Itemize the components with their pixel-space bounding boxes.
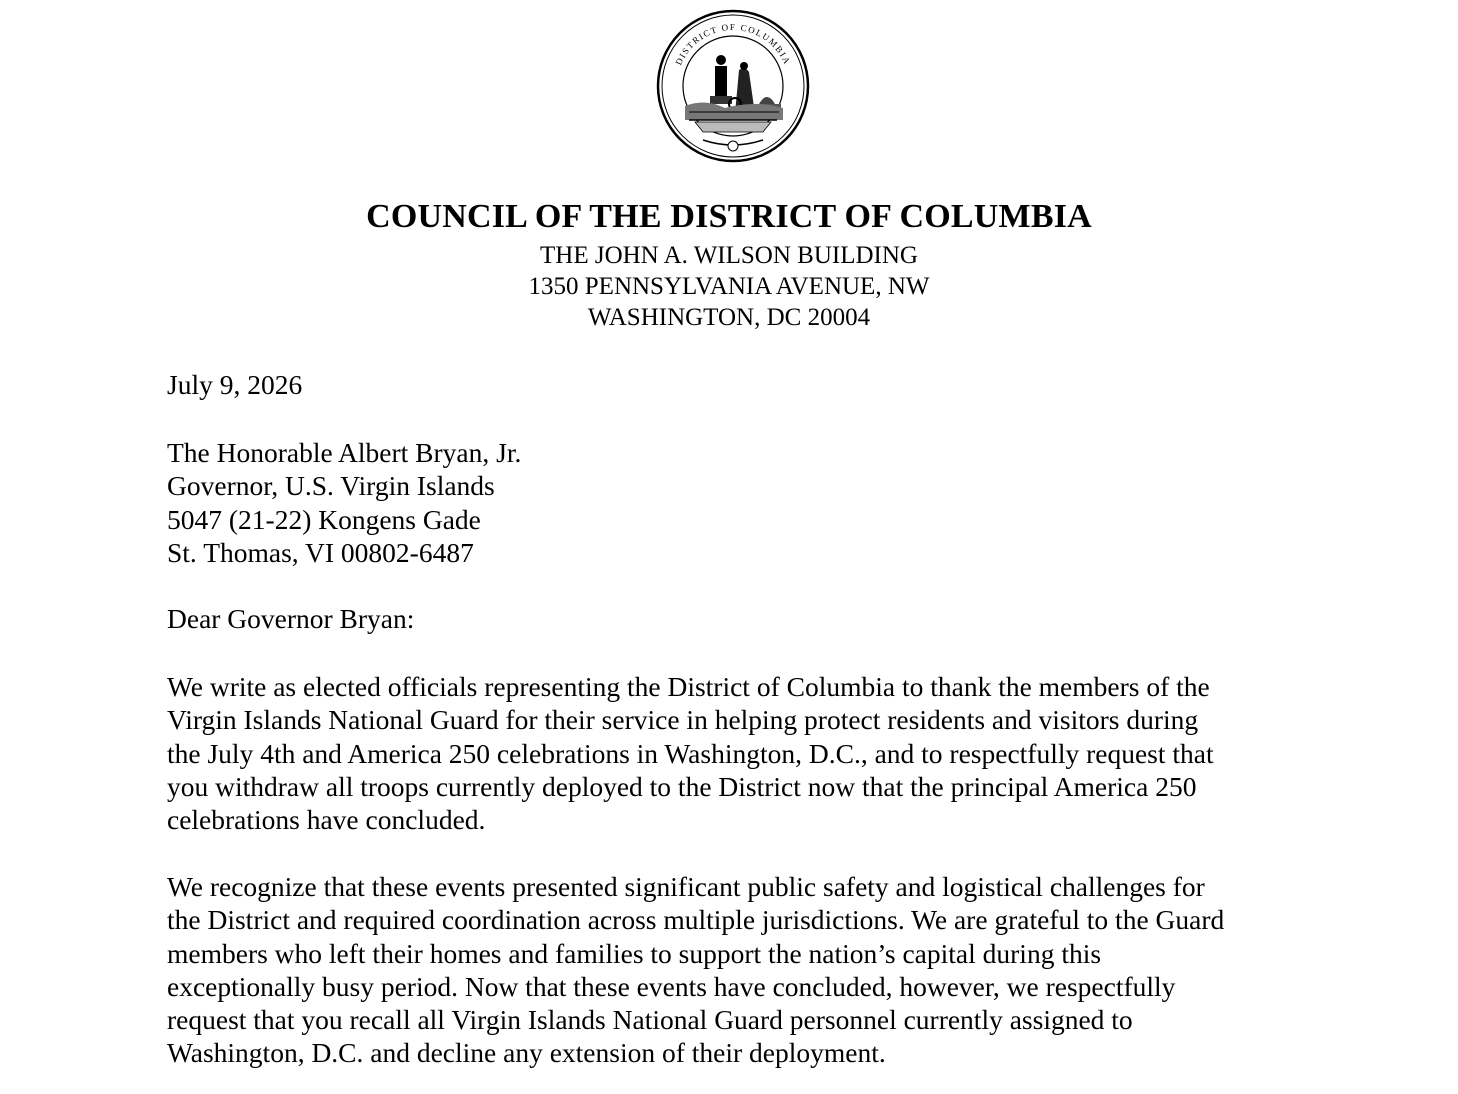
- svg-text:DISTRICT OF COLUMBIA: DISTRICT OF COLUMBIA: [673, 21, 793, 67]
- paragraph-line: We write as elected officials representing the District of Columbia to thank the members of the: [167, 671, 1210, 702]
- street-address: 1350 PENNSYLVANIA AVENUE, NW: [528, 273, 930, 300]
- recipient-street: 5047 (21-22) Kongens Gade: [167, 503, 481, 535]
- paragraph-line: members who left their homes and families to support the nation’s capital during this: [167, 937, 1102, 969]
- paragraph-line: celebrations have concluded.: [167, 804, 486, 836]
- district-seal-icon: [655, 8, 811, 164]
- body-paragraph-2: [167, 870, 1307, 1070]
- paragraph-line: Washington, D.C. and decline any extension of their deployment.: [167, 1037, 886, 1069]
- council-name-heading: COUNCIL OF THE DISTRICT OF COLUMBIA: [366, 198, 1092, 235]
- paragraph-line: you withdraw all troops currently deployed to the District now that the principal America 250: [167, 770, 1197, 802]
- paragraph-line: request that you recall all Virgin Islands National Guard personnel currently assigned to: [167, 1004, 1133, 1036]
- paragraph-line: the July 4th and America 250 celebrations in Washington, D.C., and to respectfully request that: [167, 737, 1214, 769]
- recipient-city: St. Thomas, VI 00802-6487: [167, 536, 474, 568]
- city-state-zip: WASHINGTON, DC 20004: [587, 304, 871, 331]
- recipient-name: The Honorable Albert Bryan, Jr.: [167, 437, 522, 468]
- building-name: THE JOHN A. WILSON BUILDING: [540, 242, 918, 269]
- paragraph-line: Virgin Islands National Guard for their service in helping protect residents and visitors during: [167, 704, 1199, 736]
- recipient-title: Governor, U.S. Virgin Islands: [167, 470, 495, 502]
- recipient-address-block: [167, 436, 1307, 569]
- salutation: Dear Governor Bryan:: [167, 603, 415, 634]
- body-paragraph-1: [167, 670, 1307, 836]
- paragraph-line: exceptionally busy period. Now that these events have concluded, however, we respectfully: [167, 970, 1176, 1002]
- paragraph-line: We recognize that these events presented significant public safety and logistical challenges for: [167, 871, 1205, 902]
- paragraph-line: the District and required coordination across multiple jurisdictions. We are grateful to the Guard: [167, 904, 1225, 936]
- letter-date: July 9, 2026: [167, 369, 303, 400]
